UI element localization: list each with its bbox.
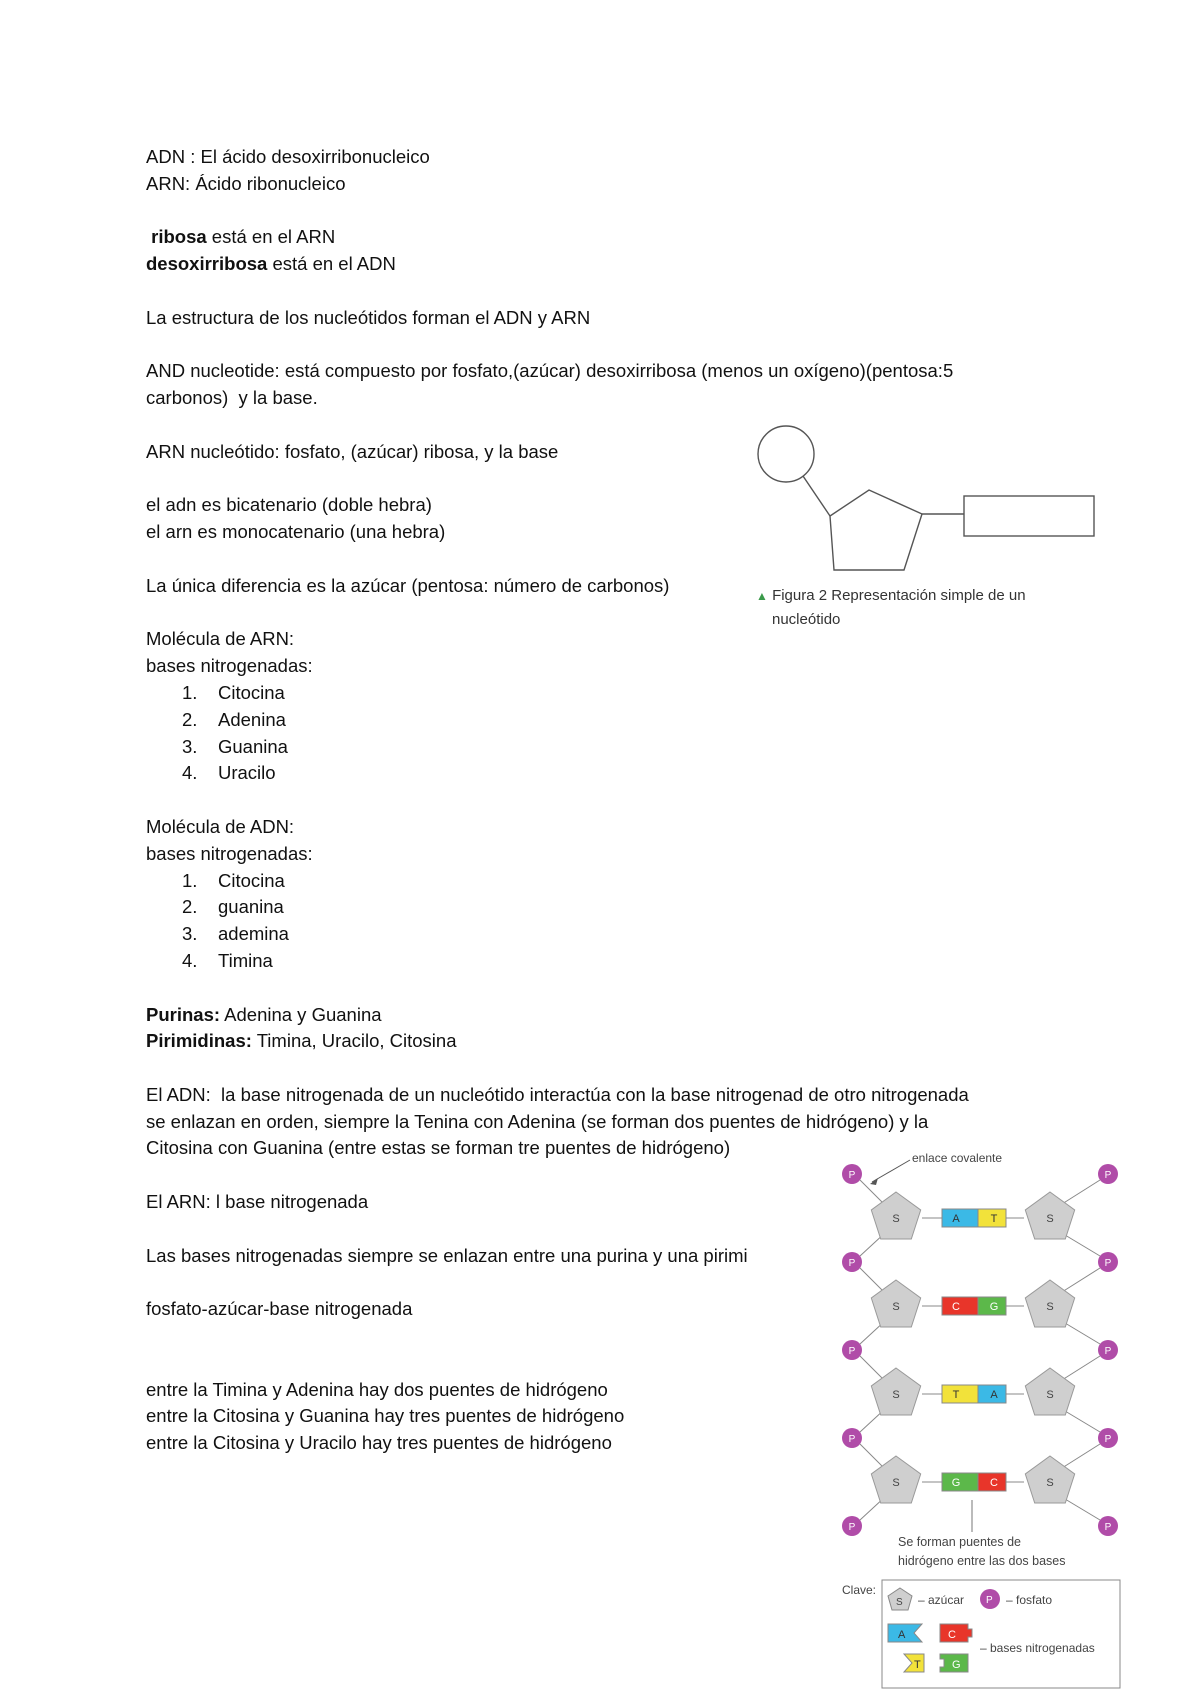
bases-adn-heading: bases nitrogenadas: (146, 842, 313, 864)
phosphate-letter: P (1104, 1170, 1112, 1181)
phosphate-letter: P (1104, 1346, 1112, 1357)
base-left (942, 1385, 978, 1403)
list-item: 4. Timina (182, 949, 273, 971)
sugar-letter: S (892, 1213, 900, 1225)
timina-adenina-line: entre la Timina y Adenina hay dos puentes de hidrógeno (146, 1378, 608, 1400)
sugar-letter: S (1046, 1301, 1054, 1313)
adn-nucleotide-line: AND nucleotide: está compuesto por fosfato,(azúcar) desoxirribosa (menos un oxígeno)(pentosa:5 (146, 360, 954, 382)
arn-monocatenario-line: el arn es monocatenario (una hebra) (146, 521, 446, 543)
sugar-letter: S (892, 1389, 900, 1401)
svg-text:C: C (948, 1629, 956, 1641)
base-pair-rows (842, 1164, 1118, 1536)
backbone-link (860, 1268, 884, 1292)
purinas-line (146, 1002, 1046, 1029)
desoxirribosa-desc: está en el ADN (267, 253, 396, 275)
purinas-desc: Adenina y Guanina (220, 1003, 382, 1025)
nucleotide-figure-caption: ▲ Figura 2 Representación simple de un nucleótido (756, 587, 1026, 628)
ribosa-desc: está en el ARN (206, 226, 336, 248)
purinas-term: Purinas: (146, 1003, 221, 1025)
backbone-link (1062, 1356, 1100, 1380)
key-fosfato-label: – fosfato (1006, 1593, 1053, 1607)
diferencia-line: La única diferencia es la azúcar (pentosa: número de carbonos) (146, 574, 670, 596)
estructura-line: La estructura de los nucleótidos forman el ADN y ARN (146, 306, 591, 328)
list-item: 2. guanina (182, 896, 284, 918)
phosphate-circle (758, 426, 814, 482)
arrow-head (870, 1178, 878, 1185)
adn-paragraph-line-2: se enlazan en orden, siempre la Tenina con Adenina (se forman dos puentes de hidrógeno) y la (146, 1110, 929, 1132)
sugar-letter: S (1046, 1389, 1054, 1401)
arn-bases-list (146, 680, 1046, 787)
desoxirribosa-term: desoxirribosa (146, 253, 268, 275)
backbone-link (1062, 1444, 1100, 1468)
adn-nucleotide-line-2: carbonos) y la base. (146, 387, 318, 409)
pirimidinas-term: Pirimidinas: (146, 1030, 252, 1052)
svg-text:A: A (898, 1629, 906, 1641)
molecula-arn-heading: Molécula de ARN: (146, 628, 295, 650)
key-phosphate-letter: P (986, 1595, 993, 1606)
arn-nucleotide-line: ARN nucleótido: fosfato, (azúcar) ribosa, y la base (146, 440, 559, 462)
fosfato-azucar-line: fosfato-azúcar-base nitrogenada (146, 1298, 413, 1320)
key-sugar-letter: S (896, 1597, 903, 1608)
base-left (942, 1209, 978, 1227)
backbone-link (860, 1444, 884, 1468)
sugar-letter: S (1046, 1213, 1054, 1225)
list-item: 2. Adenina (182, 708, 286, 730)
adn-bicatenario-line: el adn es bicatenario (doble hebra) (146, 494, 432, 516)
phosphate-letter: P (848, 1434, 856, 1445)
adn-paragraph-line-1: El ADN: la base nitrogenada de un nucleótido interactúa con la base nitrogenad de otro nitrogenada (146, 1083, 969, 1105)
list-item: 3. ademina (182, 923, 289, 945)
base-left-letter: C (952, 1301, 960, 1313)
base-right-letter: T (990, 1213, 998, 1225)
pirimidinas-desc: Timina, Uracilo, Citosina (251, 1030, 457, 1052)
backbone-link (1062, 1268, 1100, 1292)
adn-paragraph-line-3: Citosina con Guanina (entre estas se forman tre puentes de hidrógeno) (146, 1137, 731, 1159)
adn-bases-list (146, 868, 1046, 975)
enlace-covalente-label: enlace covalente (912, 1151, 1003, 1165)
siempre-enlazan-line: Las bases nitrogenadas siempre se enlazan entre una purina y una pirimi (146, 1244, 748, 1266)
phosphate-letter: P (848, 1522, 856, 1533)
ribosa-line (146, 224, 1046, 251)
hbond-label-2: hidrógeno entre las dos bases (898, 1554, 1066, 1568)
svg-text:G: G (952, 1659, 961, 1671)
list-item: 3. Guanina (182, 735, 288, 757)
backbone-link (860, 1356, 884, 1380)
phosphate-letter: P (1104, 1522, 1112, 1533)
dna-pairing-figure (830, 1148, 1130, 1693)
clave-label: Clave: (842, 1583, 877, 1597)
base-left-letter: T (952, 1389, 960, 1401)
backbone-link (1062, 1180, 1100, 1204)
phosphate-letter: P (848, 1346, 856, 1357)
base-left-letter: G (951, 1477, 961, 1489)
citosina-uracilo-line: entre la Citosina y Uracilo hay tres puentes de hidrógeno (146, 1432, 612, 1454)
base-right-letter: C (990, 1477, 998, 1489)
sugar-letter: S (1046, 1477, 1054, 1489)
base-rectangle (964, 496, 1094, 536)
list-item: 1. Citocina (182, 869, 285, 891)
sugar-pentagon (830, 490, 922, 570)
ribosa-term: ribosa (151, 226, 207, 248)
sugar-letter: S (892, 1301, 900, 1313)
phosphate-letter: P (1104, 1258, 1112, 1269)
key-bases-label: – bases nitrogenadas (980, 1641, 1095, 1655)
key-bases-icons (888, 1624, 972, 1672)
phosphate-letter: P (848, 1258, 856, 1269)
key-azucar-label: – azúcar (918, 1593, 965, 1607)
triangle-icon: ▲ (756, 589, 768, 603)
base-left (942, 1297, 978, 1315)
base-right-letter: G (989, 1301, 999, 1313)
phosphate-letter: P (848, 1170, 856, 1181)
molecula-adn-heading: Molécula de ADN: (146, 815, 295, 837)
phosphate-bond (803, 476, 830, 516)
list-item: 4. Uracilo (182, 762, 276, 784)
base-right-letter: A (990, 1389, 998, 1401)
sugar-letter: S (892, 1477, 900, 1489)
svg-text:T: T (914, 1659, 921, 1671)
list-item: 1. Citocina (182, 681, 285, 703)
bases-arn-heading: bases nitrogenadas: (146, 655, 313, 677)
hbond-label-1: Se forman puentes de (898, 1535, 1021, 1549)
arn-definition: ARN: Ácido ribonucleico (146, 172, 346, 194)
desoxirribosa-line (146, 251, 1046, 278)
arn-base-line: El ARN: l base nitrogenada (146, 1191, 369, 1213)
pirimidinas-line (146, 1028, 1046, 1055)
phosphate-letter: P (1104, 1434, 1112, 1445)
adn-definition: ADN : El ácido desoxirribonucleico (146, 146, 430, 167)
base-left-letter: A (952, 1213, 960, 1225)
citosina-guanina-line: entre la Citosina y Guanina hay tres puentes de hidrógeno (146, 1405, 625, 1427)
